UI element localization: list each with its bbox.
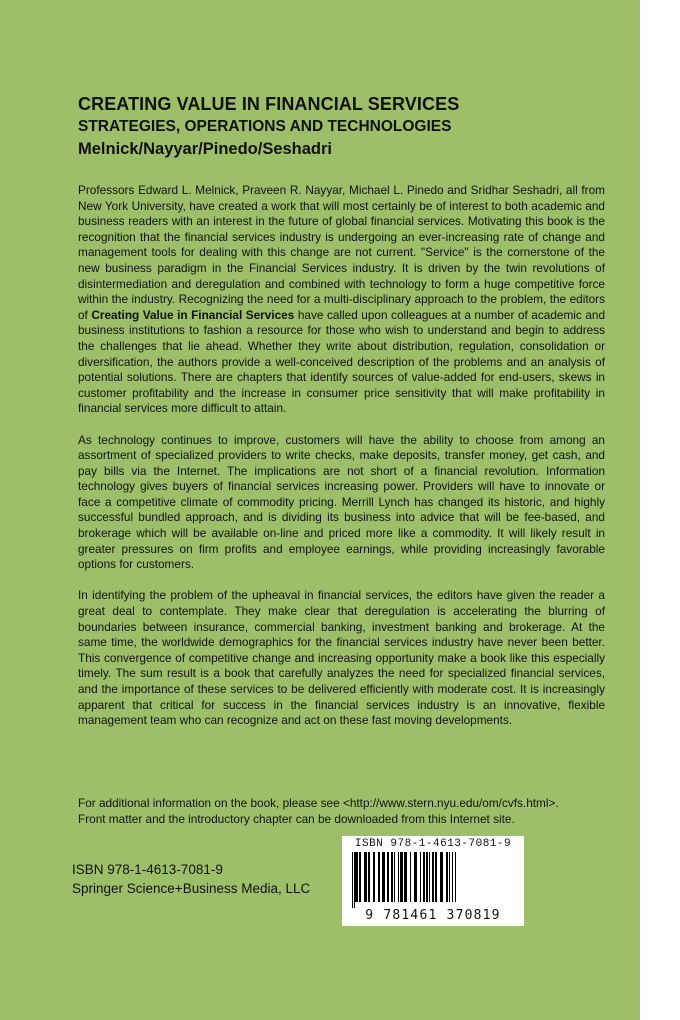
blurb-paragraph-3: In identifying the problem of the upheaval in financial services, the editors have given the reader a great deal to contemplate. They make clear that deregulation is accelerating the blurring of boundaries between insurance, commercial banking, investment banking and brokerage. At the same time, the worldwide demographics for the financial services industry have never been better. This convergence of competitive change and increasing opportunity make a book like this especially timely. The sum result is a book that carefully analyzes the need for specialized financial services, and the importance of these services to be delivered efficiently with moderate cost. It is increasingly apparent that critical for success in the financial services industry is an innovative, flexible management team who can recognize and act on these fast moving developments.	[78, 588, 605, 728]
publisher-isbn: ISBN 978-1-4613-7081-9	[72, 862, 223, 877]
blurb-p1-part2: have called upon colleagues at a number of academic and business institutions to fashion a resource for those who wish to understand and begin to address the challenges that lie ahead. Whether they write about distribution, regulation, consolidation or diversification, the authors provide a well-conceived description of the problems and an analysis of potential solutions. There are chapters that identify sources of value-added for end-users, skews in customer profitability and the increase in consumer price sensitivity that will make profitability in financial services more difficult to attain.	[78, 307, 606, 416]
blurb-paragraph-2: As technology continues to improve, customers will have the ability to choose from among an assortment of specialized providers to write checks, make deposits, transfer money, get cash, and pay bills via the Internet. The implications are not short of a financial revolution. Information technology gives buyers of financial services increasing power. Providers will have to innovate or face a competitive climate of commodity pricing. Merrill Lynch has changed its historic, and highly successful bundled approach, and is dividing its business into advice that will be fee-based, and brokerage which will be available on-line and priced more like a commodity. It will likely result in greater pressures on firm profits and employee earnings, while providing increasingly favorable options for customers.	[78, 432, 605, 572]
additional-info	[78, 796, 605, 827]
barcode	[342, 836, 524, 926]
barcode-isbn-label: ISBN 978-1-4613-7081-9	[354, 838, 512, 850]
blurb-paragraph-1	[78, 183, 605, 417]
book-authors: Melnick/Nayyar/Pinedo/Seshadri	[78, 140, 333, 158]
barcode-bars	[348, 852, 518, 908]
info-line-2: Front matter and the introductory chapter can be downloaded from this Internet site.	[78, 811, 515, 826]
publisher-block	[72, 860, 310, 898]
spine-edge	[640, 0, 680, 1020]
book-subtitle: STRATEGIES, OPERATIONS AND TECHNOLOGIES	[78, 118, 452, 135]
publisher-name: Springer Science+Business Media, LLC	[72, 881, 311, 896]
book-title: CREATING VALUE IN FINANCIAL SERVICES	[78, 94, 460, 114]
blurb	[78, 183, 605, 744]
blurb-p1-part1: Professors Edward L. Melnick, Praveen R. Nayyar, Michael L. Pinedo and Sridhar Seshadri, all from New York University, have created a work that will most certainly be of interest to both academic and business readers with an interest in the future of global financial services. Motivating this book is the recognition that the financial services industry is undergoing an ever-increasing rate of change and management tools for dealing with this change are not current. "Service" is the cornerstone of the new business paradigm in the Financial Services industry. It is driven by the twin revolutions of disintermediation and deregulation and combined with technology to form a huge competitive force within the industry. Recognizing the need for a multi-disciplinary approach to the problem, the editors of	[78, 183, 605, 322]
barcode-number: 9 781461 370819	[365, 908, 501, 923]
info-line-1: For additional information on the book, please see <http://www.stern.nyu.edu/om/cvfs.html>.	[78, 796, 559, 810]
cover-header	[78, 93, 638, 161]
blurb-p1-book-title: Creating Value in Financial Services	[91, 307, 295, 322]
